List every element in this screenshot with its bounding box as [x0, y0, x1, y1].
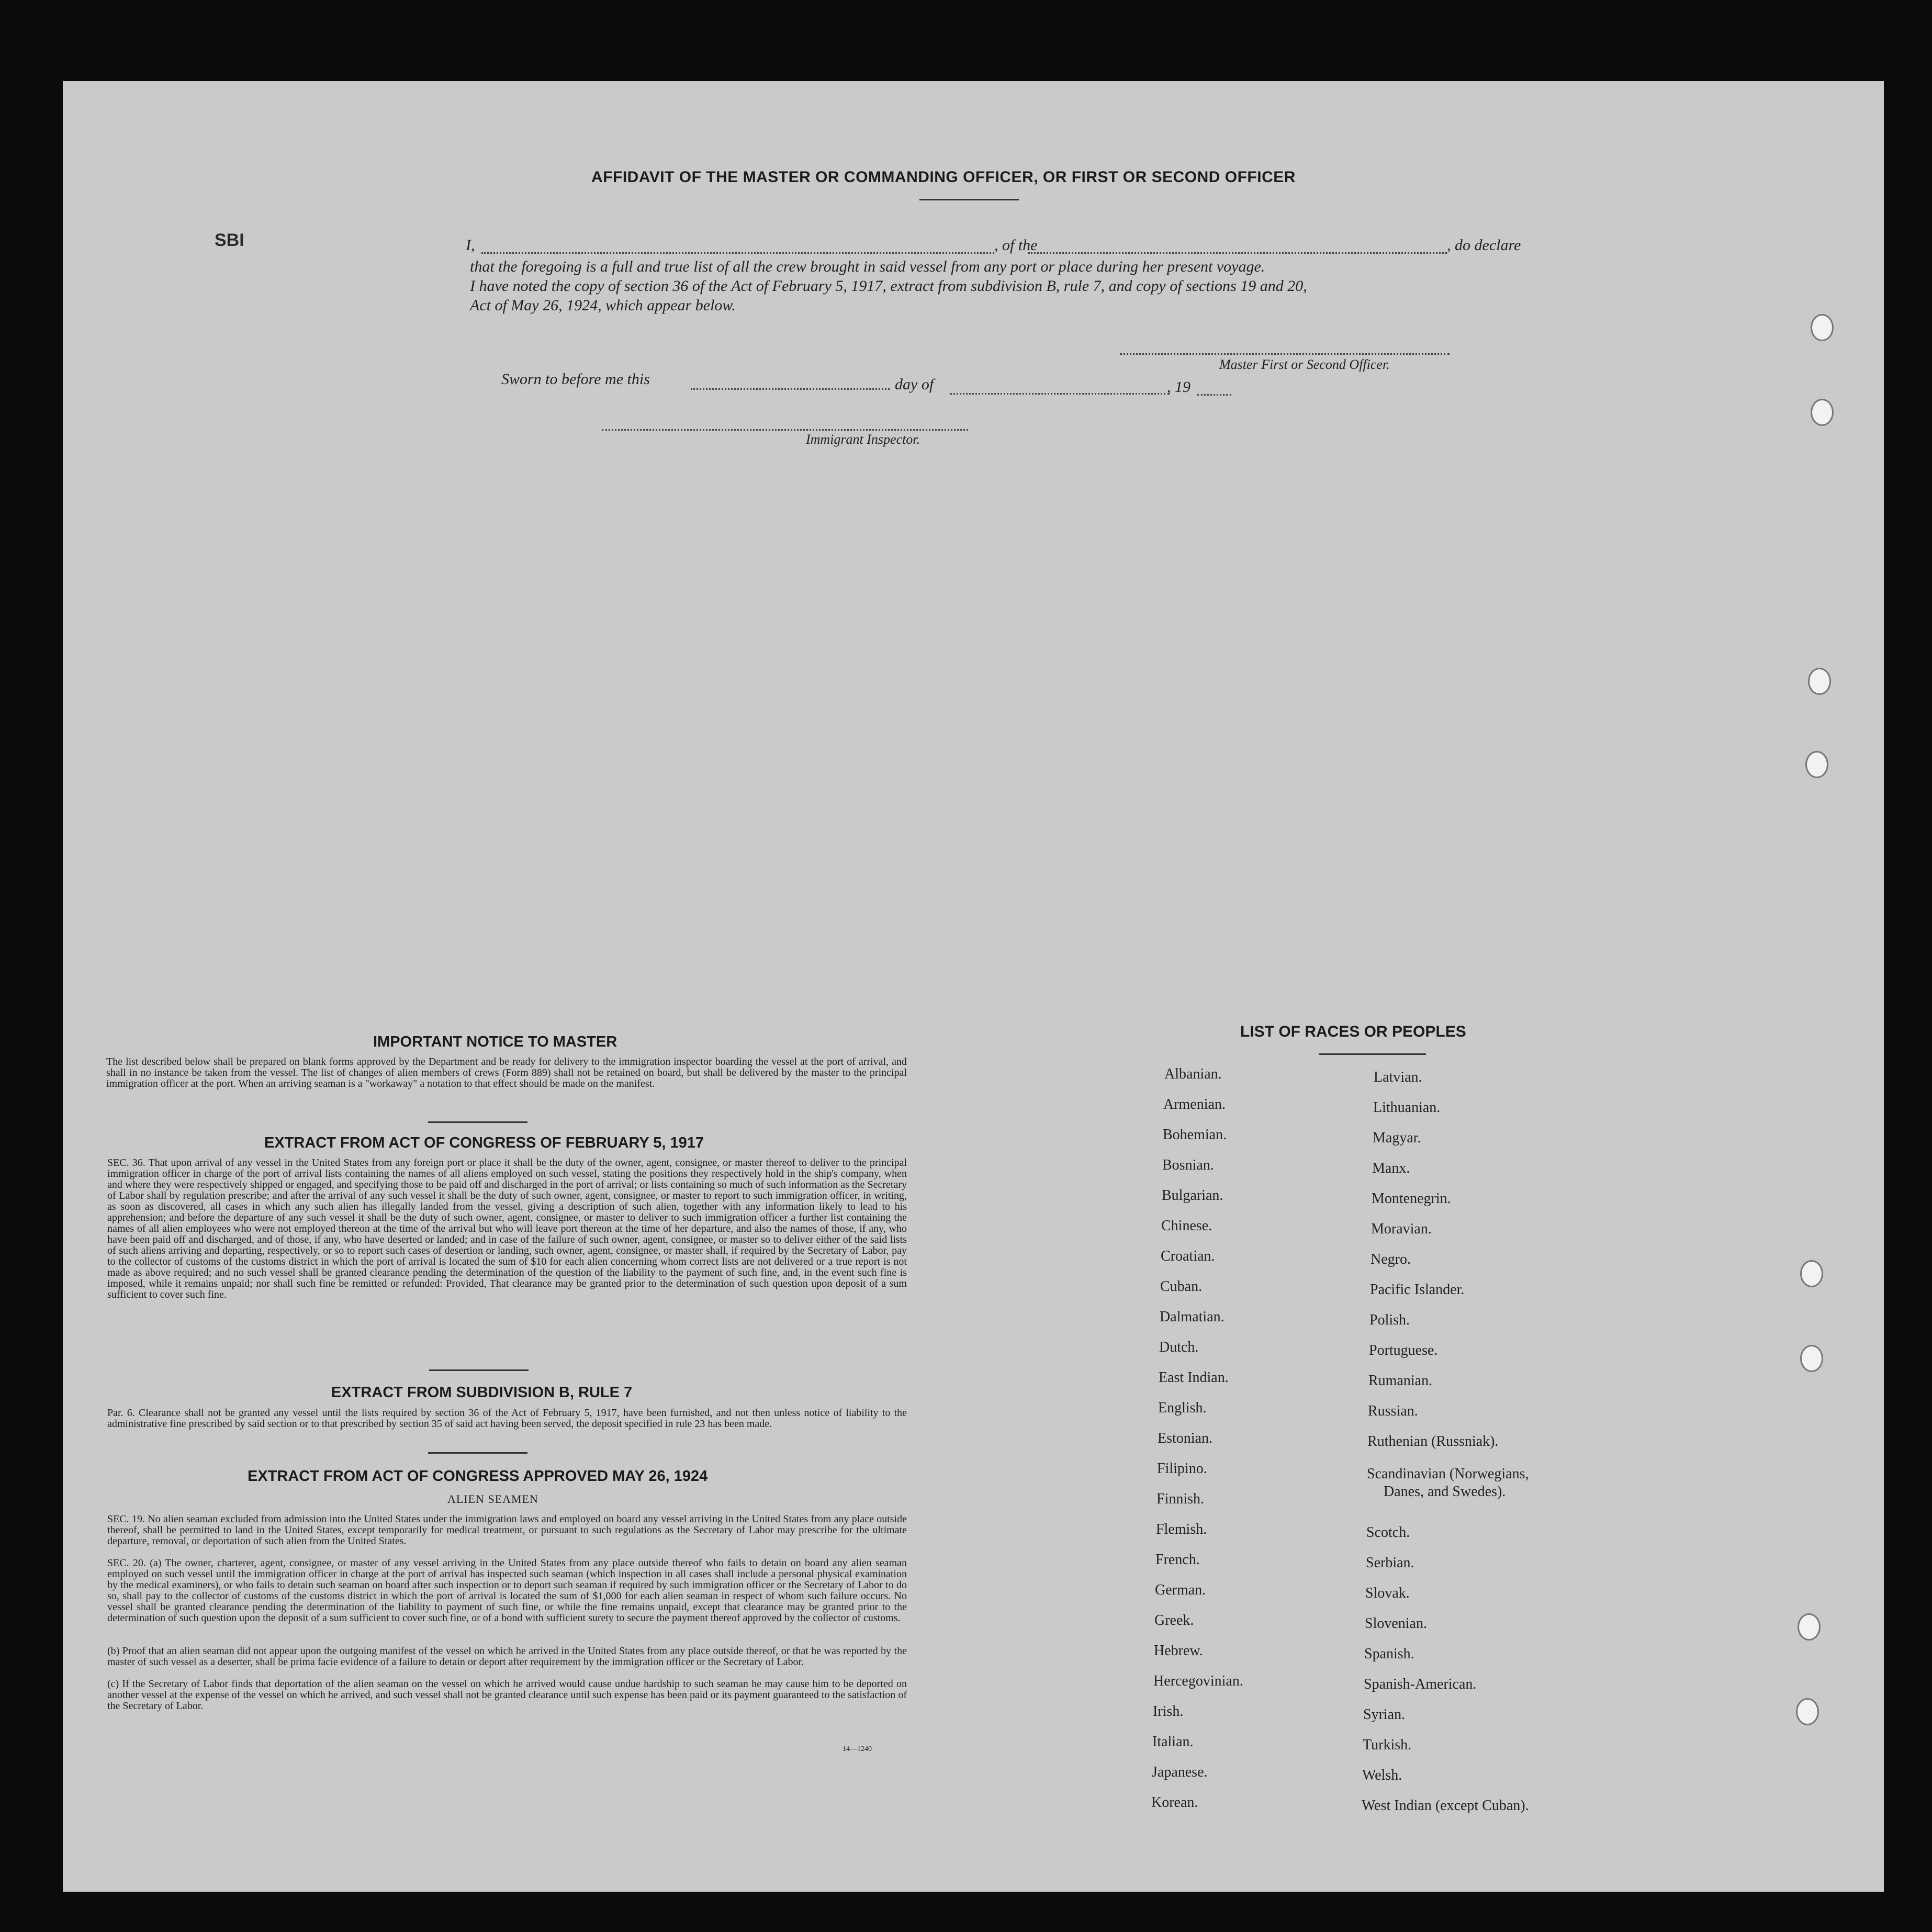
race-turkish: Turkish.	[1363, 1737, 1412, 1753]
vessel-field-line[interactable]	[1028, 252, 1447, 254]
affidavit-line-2: that the foregoing is a full and true list of all the crew brought in said vessel from any port or place during her present voyage.	[470, 258, 1265, 275]
race-dalmatian: Dalmatian.	[1160, 1309, 1225, 1325]
extract-1924-subtitle: ALIEN SEAMEN	[447, 1492, 538, 1506]
year-label: , 19	[1167, 378, 1190, 396]
races-title: LIST OF RACES OR PEOPLES	[1240, 1023, 1466, 1040]
race-spanish-american: Spanish-American.	[1364, 1676, 1477, 1692]
race-bosnian: Bosnian.	[1162, 1157, 1214, 1173]
binder-hole	[1800, 1345, 1823, 1372]
affidavit-title: AFFIDAVIT OF THE MASTER OR COMMANDING OFFICER, OR FIRST OR SECOND OFFICER	[591, 169, 1296, 186]
stamp-mark: SBI	[215, 230, 244, 250]
race-manx: Manx.	[1372, 1160, 1410, 1176]
binder-hole	[1805, 751, 1828, 778]
race-german: German.	[1155, 1582, 1206, 1598]
race-pacific-islander: Pacific Islander.	[1370, 1282, 1465, 1298]
extract-1924-title: EXTRACT FROM ACT OF CONGRESS APPROVED MAY 26, 1924	[248, 1468, 708, 1485]
race-slovenian: Slovenian.	[1365, 1615, 1427, 1632]
race-portuguese: Portuguese.	[1369, 1342, 1438, 1358]
extract-1917-title: EXTRACT FROM ACT OF CONGRESS OF FEBRUARY 5, 1917	[264, 1135, 704, 1151]
race-slovak: Slovak.	[1365, 1585, 1410, 1601]
binder-hole	[1798, 1613, 1821, 1641]
race-lithuanian: Lithuanian.	[1373, 1099, 1441, 1116]
race-chinese: Chinese.	[1161, 1218, 1212, 1234]
notice-title: IMPORTANT NOTICE TO MASTER	[373, 1034, 617, 1050]
master-signature-line[interactable]	[1120, 353, 1450, 355]
race-flemish: Flemish.	[1156, 1521, 1207, 1537]
race-french: French.	[1155, 1552, 1200, 1568]
race-east-indian: East Indian.	[1159, 1369, 1229, 1386]
race-bulgarian: Bulgarian.	[1162, 1187, 1223, 1204]
binder-hole	[1808, 668, 1831, 695]
notice-text: The list described below shall be prepared on blank forms approved by the Department and be ready for delivery to the immigration inspector boarding the vessel at the port of arrival, and shall in no instance be taken from the vessel. The list of changes of alien members of crews (Form 889) shall not be retained on board, but shall be delivered by the master to the principal immigration officer at the port. When an arriving seaman is a "workaway" a notation to that effect should be made on the manifest.	[106, 1056, 907, 1089]
race-albanian: Albanian.	[1164, 1066, 1222, 1082]
sworn-year-line[interactable]	[1197, 394, 1231, 396]
binder-hole	[1796, 1698, 1819, 1725]
race-filipino: Filipino.	[1157, 1461, 1207, 1477]
rule7-rule	[428, 1452, 527, 1454]
race-welsh: Welsh.	[1362, 1767, 1402, 1783]
race-finnish: Finnish.	[1156, 1491, 1205, 1507]
race-scandinavian: Scandinavian (Norwegians,	[1367, 1466, 1529, 1482]
rule7-text: Par. 6. Clearance shall not be granted any vessel until the lists required by section 36 of the Act of February 5, 1917, have been furnished, and not then unless notice of liability to the administrative fine prescribed by said section or to that prescribed by section 35 of said act having been served, the deposit specified in rule 23 has been made.	[107, 1407, 907, 1430]
sworn-month-line[interactable]	[950, 393, 1170, 395]
form-number: 14—1240	[843, 1745, 872, 1753]
affidavit-line-4: Act of May 26, 1924, which appear below.	[470, 297, 736, 314]
race-russian: Russian.	[1368, 1403, 1418, 1419]
race-spanish: Spanish.	[1364, 1646, 1414, 1662]
race-scotch: Scotch.	[1366, 1524, 1410, 1541]
affidavit-do-declare: , do declare	[1447, 237, 1521, 254]
race-west-indian: West Indian (except Cuban).	[1362, 1798, 1529, 1814]
race-croatian: Croatian.	[1161, 1248, 1215, 1264]
race-english: English.	[1158, 1400, 1207, 1416]
race-estonian: Estonian.	[1158, 1430, 1212, 1446]
inspector-signature-line[interactable]	[602, 429, 968, 431]
form-page	[63, 81, 1884, 1892]
race-scandinavian-cont: Danes, and Swedes).	[1384, 1484, 1506, 1500]
extract-1917-text: SEC. 36. That upon arrival of any vessel in the United States from any foreign port or place it shall be the duty of the owner, agent, consignee, or master thereof to deliver to the principal immigration officer in charge of the port of arrival lists containing the names of all aliens employed on such vessel, stating the positions they respectively hold in the ship's company, when and where they were respectively shipped or engaged, and specifying those to be paid off and discharged in the port of arrival; or lists containing so much of such information as the Secretary of Labor shall by regulation prescribe; and after the arrival of any such vessel it shall be the duty of such owner, agent, consignee, or master to report to such immigration officer, in writing, as soon as discovered, all cases in which any such alien has illegally landed from the vessel, giving a description of such alien, together with any information likely to lead to his apprehension; and before the departure of any such vessel it shall be the duty of such owner, agent, consignee, or master to deliver to such immigration officer a further list containing the names of all alien employees who were not employed thereon at the time of the arrival but who will leave port thereon at the time of her departure, and also the names of those, if any, who have been paid off and discharged, and of those, if any, who have deserted or landed; and in case of the failure of such owner, agent, consignee, or master so to deliver either of the said lists of such aliens arriving and departing, respectively, or so to report such cases of desertion or landing, such owner, agent, consignee, or master shall, if required by the Secretary of Labor, pay to the collector of customs of the customs district in which the port of arrival is located the sum of $10 for each alien concerning whom correct lists are not delivered or a true report is not made as above required; and no such vessel shall be granted clearance pending the determination of the question of the liability to the payment of such fine, and, in the event such fine is imposed, while it remains unpaid; nor shall such fine be remitted or refunded: Provided, That clearance may be granted prior to the determination of such question upon deposit of a sum sufficient to cover such fine.	[107, 1157, 907, 1300]
race-hebrew: Hebrew.	[1154, 1643, 1203, 1659]
race-cuban: Cuban.	[1160, 1278, 1203, 1295]
race-montenegrin: Montenegrin.	[1372, 1190, 1451, 1207]
day-of-label: day of	[895, 376, 934, 393]
name-field-line[interactable]	[481, 252, 994, 254]
sworn-label: Sworn to before me this	[501, 370, 650, 388]
race-ruthenian: Ruthenian (Russniak).	[1367, 1433, 1499, 1450]
race-polish: Polish.	[1369, 1312, 1410, 1328]
race-rumanian: Rumanian.	[1368, 1373, 1433, 1389]
race-serbian: Serbian.	[1366, 1555, 1414, 1571]
affidavit-line-3: I have noted the copy of section 36 of the Act of February 5, 1917, extract from subdivision B, rule 7, and copy of sections 19 and 20,	[470, 277, 1307, 295]
binder-hole	[1811, 314, 1834, 341]
race-dutch: Dutch.	[1159, 1339, 1199, 1355]
race-bohemian: Bohemian.	[1163, 1127, 1227, 1143]
race-hercegovinian: Hercegovinian.	[1153, 1673, 1243, 1689]
race-armenian: Armenian.	[1163, 1096, 1226, 1113]
rule7-title: EXTRACT FROM SUBDIVISION B, RULE 7	[331, 1384, 633, 1401]
race-negro: Negro.	[1371, 1251, 1411, 1267]
race-syrian: Syrian.	[1363, 1706, 1406, 1723]
race-italian: Italian.	[1152, 1734, 1194, 1750]
extract-1924-sec20b: (b) Proof that an alien seaman did not appear upon the outgoing manifest of the vessel on which he arrived in the United States from any place outside thereof, or that he was reported by the master of such vessel as a deserter, shall be prima facie evidence of a failure to detain or deport after requirement by the immigration officer or the Secretary of Labor.	[107, 1645, 907, 1668]
affidavit-of-the: , of the	[994, 237, 1038, 254]
race-greek: Greek.	[1154, 1612, 1194, 1628]
affidavit-i: I,	[466, 237, 475, 254]
notice-rule	[428, 1121, 527, 1123]
race-moravian: Moravian.	[1371, 1221, 1432, 1237]
extract-1917-rule	[429, 1369, 529, 1371]
affidavit-title-rule	[919, 199, 1019, 200]
extract-1924-sec20a: SEC. 20. (a) The owner, charterer, agent, consignee, or master of any vessel arriving in the United States from any place outside thereof who fails to detain on board any alien seaman employed on such vessel until the immigration officer in charge at the port of arrival has inspected such seaman (which inspection in all cases shall include a personal physical examination by the medical examiners), or who fails to detain such seaman on board after such inspection or to deport such seaman if required by such immigration officer or the Secretary of Labor to do so, shall pay to the collector of customs of the customs district in which the port of arrival is located the sum of $1,000 for each alien seaman in respect of whom such failure occurs. No vessel shall be granted clearance pending the determination of the liability to payment of such fine, or while the fine remains unpaid, except that clearance may be granted prior to the determination of such question upon the deposit of a sum sufficient to cover such fine, or of a bond with sufficient surety to secure the payment thereof approved by the collector of customs.	[107, 1557, 907, 1624]
master-label: Master First or Second Officer.	[1219, 357, 1390, 372]
races-rule	[1319, 1053, 1426, 1055]
race-magyar: Magyar.	[1373, 1130, 1421, 1146]
race-japanese: Japanese.	[1152, 1764, 1208, 1780]
inspector-label: Immigrant Inspector.	[806, 432, 920, 447]
race-latvian: Latvian.	[1374, 1069, 1422, 1085]
extract-1924-sec19: SEC. 19. No alien seaman excluded from admission into the United States under the immigration laws and employed on board any vessel arriving in the United States from any place outside thereof, shall be permitted to land in the United States, except temporarily for medical treatment, or pursuant to such regulations as the Secretary of Labor may prescribe for the ultimate departure, removal, or deportation of such alien from the United States.	[107, 1513, 907, 1547]
race-korean: Korean.	[1151, 1794, 1198, 1811]
extract-1924-sec20c: (c) If the Secretary of Labor finds that deportation of the alien seaman on the vessel on which he arrived would cause undue hardship to such seaman he may cause him to be deported on another vessel at the expense of the vessel on which he arrived, and such vessel shall not be granted clearance until such expense has been paid or its payment guaranteed to the satisfaction of the Secretary of Labor.	[107, 1678, 907, 1712]
binder-hole	[1800, 1260, 1823, 1287]
binder-hole	[1811, 399, 1834, 426]
sworn-day-line[interactable]	[691, 388, 890, 390]
race-irish: Irish.	[1153, 1703, 1184, 1720]
